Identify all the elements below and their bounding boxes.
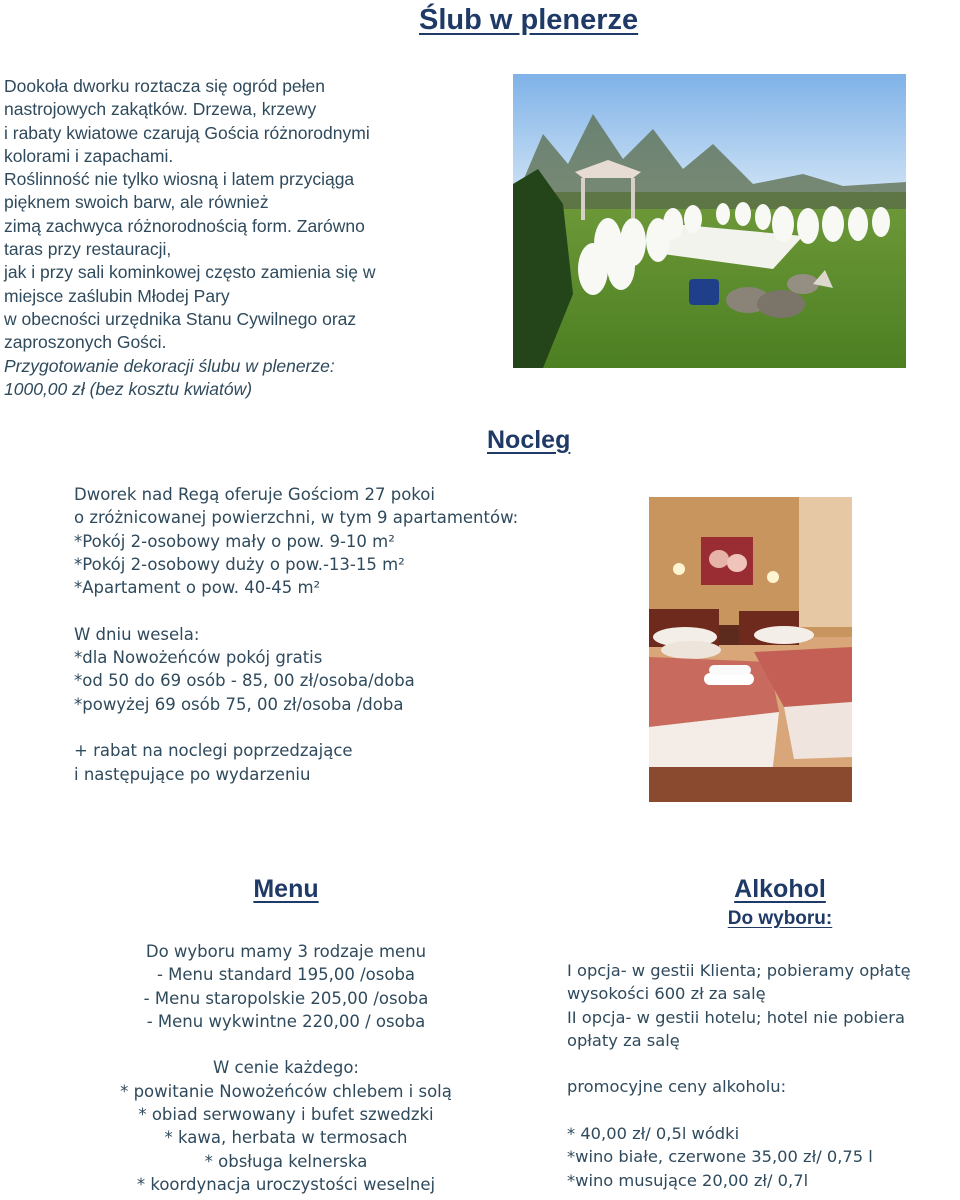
menu-text [60,940,512,1196]
lodging-line: *Pokój 2-osobowy duży o pow.-13-15 m² [74,554,405,574]
hotel-room-photo [649,497,852,802]
lodging-line [74,599,634,622]
ceremony-line: taras przy restauracji, [4,239,172,260]
menu-line: - Menu standard 195,00 /osoba [156,965,416,985]
alcohol-line: *wino musujące 20,00 zł/ 0,7l [567,1170,809,1190]
alcohol-line: wysokości 600 zł za salę [567,984,766,1004]
ceremony-line: Dookoła dworku roztacza się ogród pełen [4,76,326,96]
lodging-text [74,483,634,786]
ceremony-line: jak i przy sali kominkowej często zamienia się w [4,262,376,283]
ceremony-text [4,75,504,401]
menu-line: * obiad serwowany i bufet szwedzki [138,1105,434,1125]
lodging-line: i następujące po wydarzeniu [74,764,311,784]
lodging-line: *powyżej 69 osób 75, 00 zł/osoba /doba [74,694,404,714]
menu-line: W cenie każdego: [212,1058,359,1078]
menu-line: * obsługa kelnerska [204,1151,368,1171]
menu-line: * powitanie Nowożeńców chlebem i solą [120,1081,452,1101]
alcohol-subtitle: Do wyboru: [727,908,833,929]
menu-line: * koordynacja uroczystości weselnej [136,1174,436,1194]
ceremony-line: nastrojowych zakątków. Drzewa, krzewy [4,99,317,120]
alcohol-line: opłaty za salę [567,1030,680,1050]
garden-ceremony-photo [513,74,906,368]
menu-line: - Menu wykwintne 220,00 / osoba [146,1011,426,1031]
alcohol-line: * 40,00 zł/ 0,5l wódki [567,1124,740,1144]
ceremony-price-line: Przygotowanie dekoracji ślubu w plenerze: [4,355,335,376]
ceremony-line: i rabaty kwiatowe czarują Gościa różnorodnymi [4,122,370,143]
lodging-line [74,716,634,739]
menu-line: * kawa, herbata w termosach [164,1128,408,1148]
alcohol-line: *wino białe, czerwone 35,00 zł/ 0,75 l [567,1147,873,1167]
lodging-line: o zróżnicowanej powierzchni, w tym 9 apartamentów: [74,508,519,528]
menu-title: Menu [253,875,319,903]
ceremony-line: kolorami i zapachami. [4,145,174,166]
menu-line: - Menu staropolskie 205,00 /osoba [143,988,429,1008]
ceremony-line: Roślinność nie tylko wiosną i latem przyciąga [4,169,355,190]
alcohol-line [567,1052,957,1075]
ceremony-line: zaproszonych Gości. [4,332,167,353]
lodging-line: Dworek nad Regą oferuje Gościom 27 pokoi [74,485,435,504]
ceremony-line: zimą zachwyca różnorodnością form. Zarówno [4,215,365,236]
lodging-line: *Apartament o pow. 40-45 m² [74,578,321,598]
lodging-line: + rabat na noclegi poprzedzające [74,741,353,761]
lodging-line: W dniu wesela: [74,624,200,644]
ceremony-price-line: 1000,00 zł (bez kosztu kwiatów) [4,378,253,399]
alcohol-title: Alkohol [734,875,826,903]
lodging-title: Nocleg [487,426,571,454]
ceremony-line: pięknem swoich barw, ale również [4,192,269,213]
lodging-line: *od 50 do 69 osób - 85, 00 zł/osoba/doba [74,671,415,691]
alcohol-text [567,959,957,1192]
alcohol-line: I opcja- w gestii Klienta; pobieramy opłatę [567,961,911,980]
lodging-line: *dla Nowożeńców pokój gratis [74,648,323,668]
alcohol-line [567,1099,957,1122]
lodging-line: *Pokój 2-osobowy mały o pow. 9-10 m² [74,531,395,551]
alcohol-line: promocyjne ceny alkoholu: [567,1077,787,1097]
menu-line [60,1033,512,1056]
ceremony-title: Ślub w plenerze [419,4,639,36]
ceremony-line: miejsce zaślubin Młodej Pary [4,285,230,306]
menu-line: Do wyboru mamy 3 rodzaje menu [145,942,427,961]
ceremony-line: w obecności urzędnika Stanu Cywilnego oraz [4,308,357,329]
alcohol-line: II opcja- w gestii hotelu; hotel nie pobiera [567,1007,905,1027]
